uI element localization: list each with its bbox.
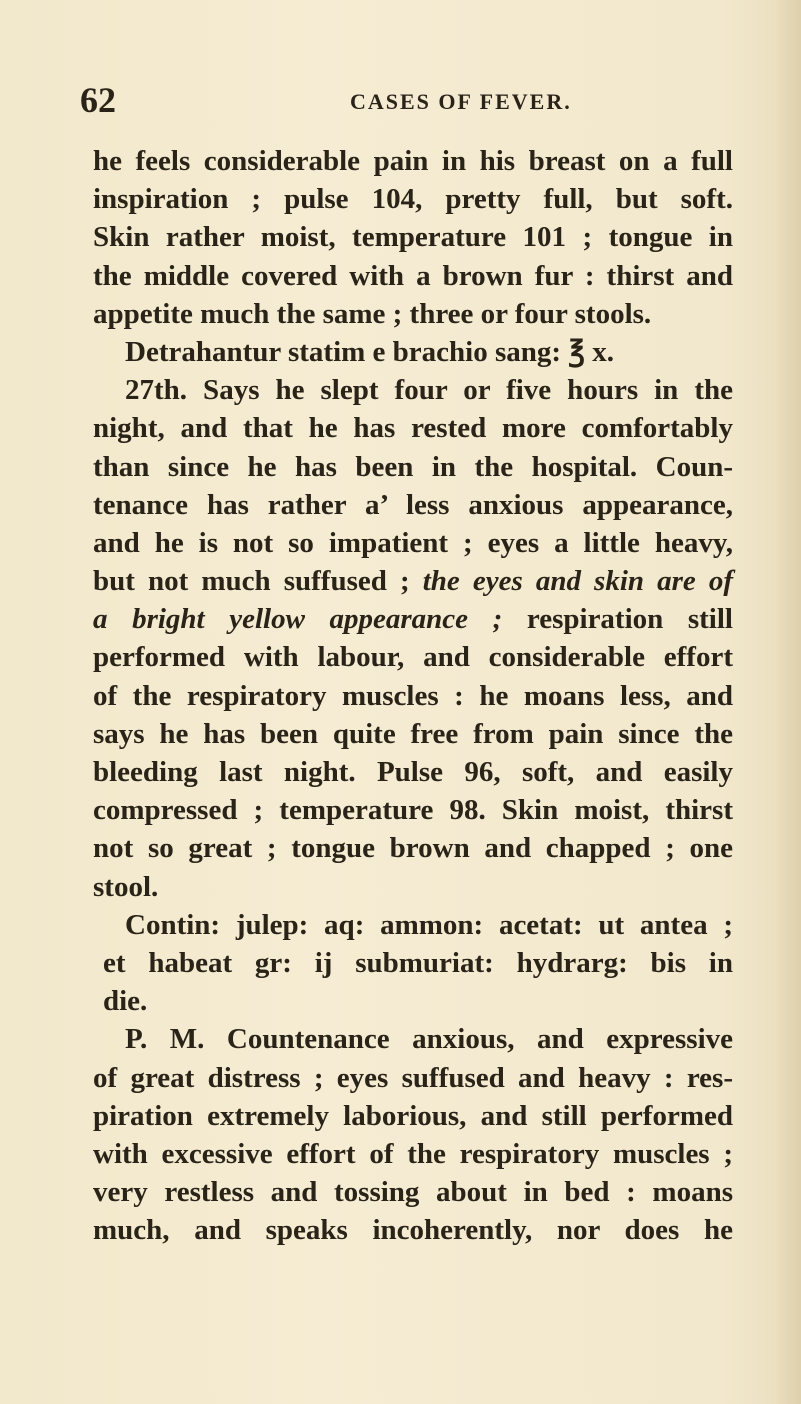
text-line: P. M. Countenance anxious, and expressive [125, 1023, 733, 1056]
text-line: than since he has been in the hospital. Coun- [93, 450, 733, 483]
text-span: but not much suffused ; [93, 565, 423, 598]
text-line: says he has been quite free from pain since the [93, 717, 733, 750]
prescription-line: Contin: julep: aq: ammon: acetat: ut antea ; [125, 908, 733, 941]
text-line: night, and that he has rested more comfortably [93, 412, 733, 445]
text-line: the middle covered with a brown fur : thirst and [93, 259, 733, 292]
page-header [80, 80, 760, 120]
prescription-line: Detrahantur statim e brachio sang: ℥ x. [125, 335, 615, 368]
text-line: tenance has rather a’ less anxious appearance, [93, 488, 733, 521]
text-line: much, and speaks incoherently, nor does he [93, 1214, 733, 1247]
text-line: very restless and tossing about in bed : moans [93, 1176, 733, 1209]
text-line: with excessive effort of the respiratory muscles ; [93, 1137, 733, 1170]
text-line: not so great ; tongue brown and chapped ; one [93, 832, 733, 865]
text-line: and he is not so impatient ; eyes a little heavy, [93, 526, 733, 559]
body-text [93, 142, 733, 1249]
running-head: CASES OF FEVER. [350, 89, 572, 114]
text-span: respiration still [502, 603, 733, 636]
text-line: piration extremely laborious, and still performed [93, 1099, 733, 1132]
page-number: 62 [80, 80, 116, 120]
text-line [93, 600, 733, 638]
prescription-line: die. [103, 985, 148, 1018]
text-line [93, 562, 733, 600]
text-line: compressed ; temperature 98. Skin moist, thirst [93, 794, 733, 827]
italic-span: the eyes and skin are of [422, 565, 733, 598]
page-edge-shadow [773, 0, 801, 1404]
italic-span: a bright yellow appearance ; [93, 603, 503, 636]
text-line: inspiration ; pulse 104, pretty full, but soft. [93, 183, 733, 216]
prescription-line: et habeat gr: ij submuriat: hydrarg: bis in [103, 946, 733, 979]
text-line: performed with labour, and considerable effort [93, 641, 733, 674]
text-line: stool. [93, 870, 159, 903]
text-line: appetite much the same ; three or four stools. [93, 297, 652, 330]
text-line: he feels considerable pain in his breast on a full [93, 145, 733, 177]
text-line: Skin rather moist, temperature 101 ; tongue in [93, 221, 733, 254]
text-line: bleeding last night. Pulse 96, soft, and easily [93, 756, 733, 788]
text-line: of great distress ; eyes suffused and heavy : res- [93, 1061, 733, 1094]
text-line: 27th. Says he slept four or five hours in the [125, 374, 733, 407]
text-line: of the respiratory muscles : he moans less, and [93, 679, 733, 712]
